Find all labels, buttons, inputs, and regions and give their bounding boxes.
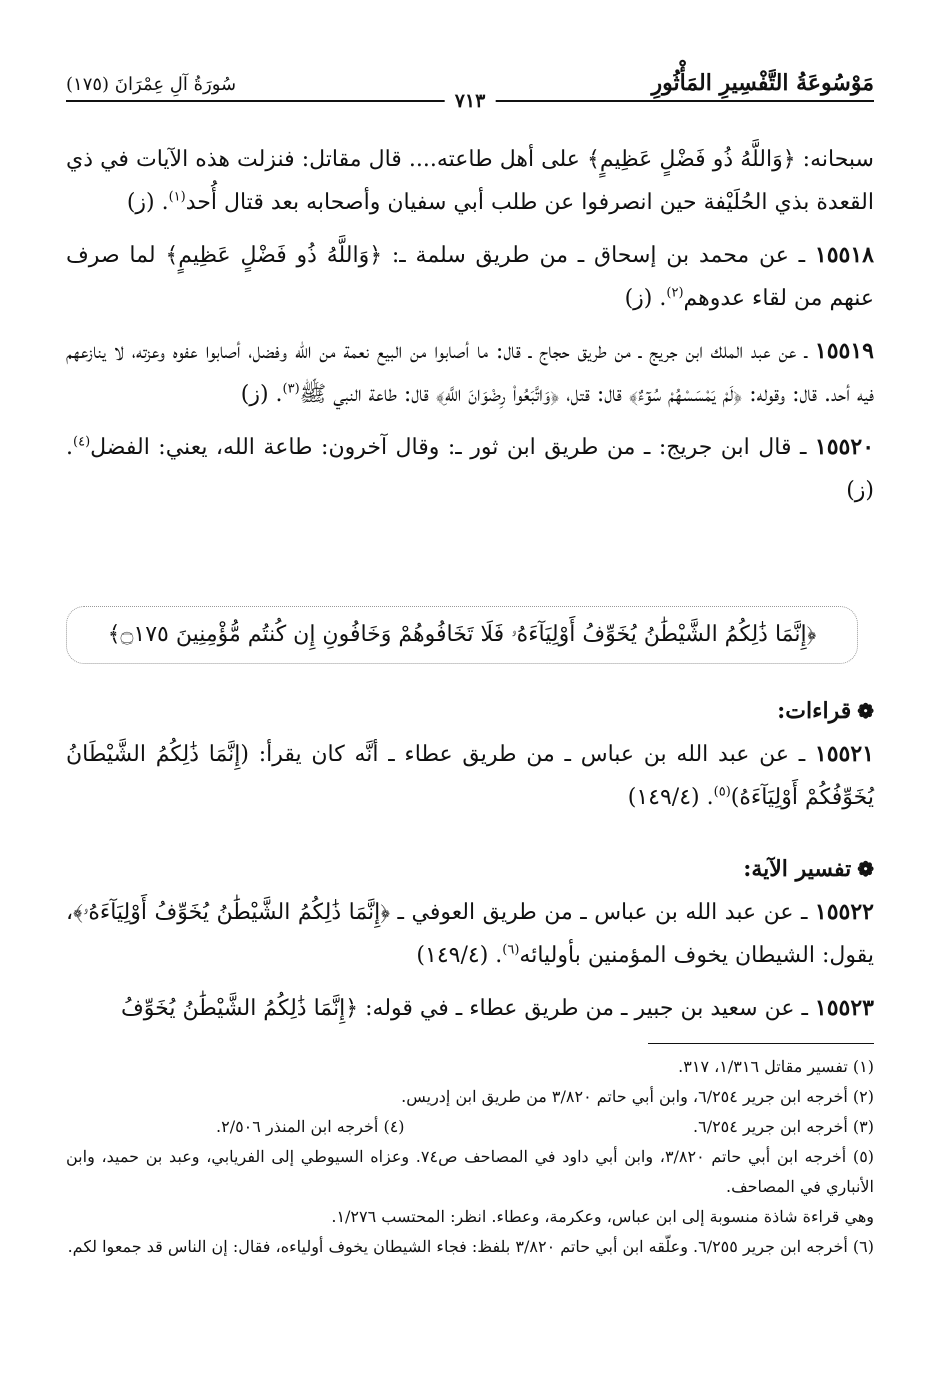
footnote: (٥) أخرجه ابن أبي حاتم ٣/٨٢٠، وابن أبي داود في المصاحف ص٧٤. وعزاه السيوطي إلى الفريابي، وعبد بن حميد، وابن الأنباري في المصاحف. [66, 1147, 875, 1196]
footnote: (٣) أخرجه ابن جرير ٦/٢٥٤. [693, 1117, 874, 1136]
footnote-rule [648, 1043, 874, 1044]
page-number: ٧١٣ [445, 90, 496, 112]
quran-verse-box: ﴿إِنَّمَا ذَٰلِكُمُ الشَّيْطَٰنُ يُخَوِّفُ أَوْلِيَآءَهُۥ فَلَا تَخَافُوهُمْ وَخَافُونِ إِن كُنتُم مُّؤْمِنِينَ ۝١٧٥﴾ [66, 606, 858, 664]
paragraph [66, 330, 874, 416]
narration-number: ١٥٥١٨ [814, 242, 874, 268]
footnote-row [66, 1112, 874, 1142]
main-text [66, 138, 874, 522]
narration-number: ١٥٥٢٣ [814, 995, 874, 1021]
footnote: (١) تفسير مقاتل ١/٣١٦، ٣١٧. [678, 1057, 874, 1076]
paragraph-text: سبحانه: ﴿وَاللَّهُ ذُو فَضْلٍ عَظِيمٍ﴾ على أهل طاعته.... قال مقاتل: فنزلت هذه الآيات في ذي القعدة بذي الحُلَيْفة حين انصرفوا عن طلب أبي سفيان وأصحابه بعد قتال أُحد [66, 147, 874, 215]
footnote-ref: (٦) [502, 942, 520, 958]
narration-number: ١٥٥٢٢ [814, 899, 874, 925]
narration-number: ١٥٥٢٠ [814, 434, 875, 460]
paragraph [66, 234, 874, 320]
footnote-ref: (١) [168, 189, 186, 205]
flower-icon: ❁ [857, 857, 874, 881]
paragraph-tail: . (ز) [240, 382, 283, 407]
section-title: ❁تفسير الآية: [743, 856, 874, 882]
footnote-ref: (٢) [666, 285, 684, 301]
paragraph-text: ـ عن عبد الله بن عباس ـ من طريق عطاء ـ أنَّه كان يقرأ: (إِنَّمَا ذَٰلِكُمُ الشَّيْطَانُ يُخَوِّفُكُمْ أَوْلِيَآءَهُ) [66, 742, 874, 810]
footnote: (٤) أخرجه ابن المنذر ٢/٥٠٦. [216, 1117, 405, 1136]
footnote-ref: (٤) [73, 434, 91, 450]
flower-icon: ❁ [857, 699, 874, 723]
paragraph-text: ـ عن سعيد بن جبير ـ من طريق عطاء ـ في قوله: ﴿إِنَّمَا ذَٰلِكُمُ الشَّيْطَٰنُ يُخَوِّفُ [120, 996, 808, 1021]
paragraph-tail: . (ز) [624, 286, 667, 311]
paragraph [66, 891, 874, 977]
book-title: مَوْسُوعَةُ التَّفْسِيرِ المَأْثُورِ [651, 70, 874, 96]
footnote: (٦) أخرجه ابن جرير ٦/٢٥٥. وعلّقه ابن أبي حاتم ٣/٨٢٠ بلفظ: فجاء الشيطان يخوف أولياءه، فقال: إن الناس قد جمعوا لكم. [67, 1237, 874, 1256]
narration-number: ١٥٥٢١ [814, 741, 874, 767]
paragraph-text: ـ عن عبد الملك ابن جريج ـ من طريق حجاج ـ قال: ما أصابوا من البيع نعمة من الله وفضل، أصابوا عفوه وعزته، لا ينازعهم فيه أحد. قال: وقوله: ﴿لَمْ يَمْسَسْهُمْ سُوٓءٌ﴾ قال: قتل، ﴿وَاتَّبَعُواْ رِضْوَانَ اللَّهِ﴾ قال: طاعة النبي ﷺ [66, 339, 874, 407]
footnotes [66, 1052, 874, 1262]
paragraph-text: ـ قال ابن جريج: ـ من طريق ابن ثور ـ: وقال آخرون: طاعة الله، يعني: الفضل [90, 435, 807, 460]
tafsir-section [66, 848, 874, 1040]
narration-number: ١٥٥١٩ [814, 338, 874, 364]
readings-section [66, 690, 874, 829]
paragraph-text: ـ عن عبد الله بن عباس ـ من طريق العوفي ـ ﴿إِنَّمَا ذَٰلِكُمُ الشَّيْطَٰنُ يُخَوِّفُ أَوْلِيَآءَهُۥ﴾، يقول: الشيطان يخوف المؤمنين بأوليائه [66, 900, 874, 968]
paragraph-tail: . (ز) [126, 190, 169, 215]
paragraph-tail: . (ز) [66, 435, 874, 503]
footnote-ref: (٣) [282, 381, 300, 397]
paragraph-tail: . (١٤٩/٤) [416, 943, 503, 968]
page-header [66, 62, 874, 112]
paragraph-tail: . (١٤٩/٤) [627, 785, 714, 810]
section-title: ❁قراءات: [777, 698, 874, 724]
paragraph [66, 426, 874, 512]
footnote: وهي قراءة شاذة منسوبة إلى ابن عباس، وعكرمة، وعطاء. انظر: المحتسب ١/٢٧٦. [331, 1207, 874, 1226]
paragraph [66, 138, 874, 224]
footnote: (٢) أخرجه ابن جرير ٦/٢٥٤، وابن أبي حاتم ٣/٨٢٠ من طريق ابن إدريس. [401, 1087, 874, 1106]
paragraph [66, 733, 874, 819]
paragraph [66, 987, 874, 1030]
footnote-ref: (٥) [713, 784, 731, 800]
surah-label: سُورَةُ آلِ عِمْرَانَ (١٧٥) [66, 74, 237, 95]
paragraph-text: ـ عن محمد بن إسحاق ـ من طريق سلمة ـ: ﴿وَاللَّهُ ذُو فَضْلٍ عَظِيمٍ﴾ لما صرف عنهم من لقاء عدوهم [66, 243, 874, 311]
